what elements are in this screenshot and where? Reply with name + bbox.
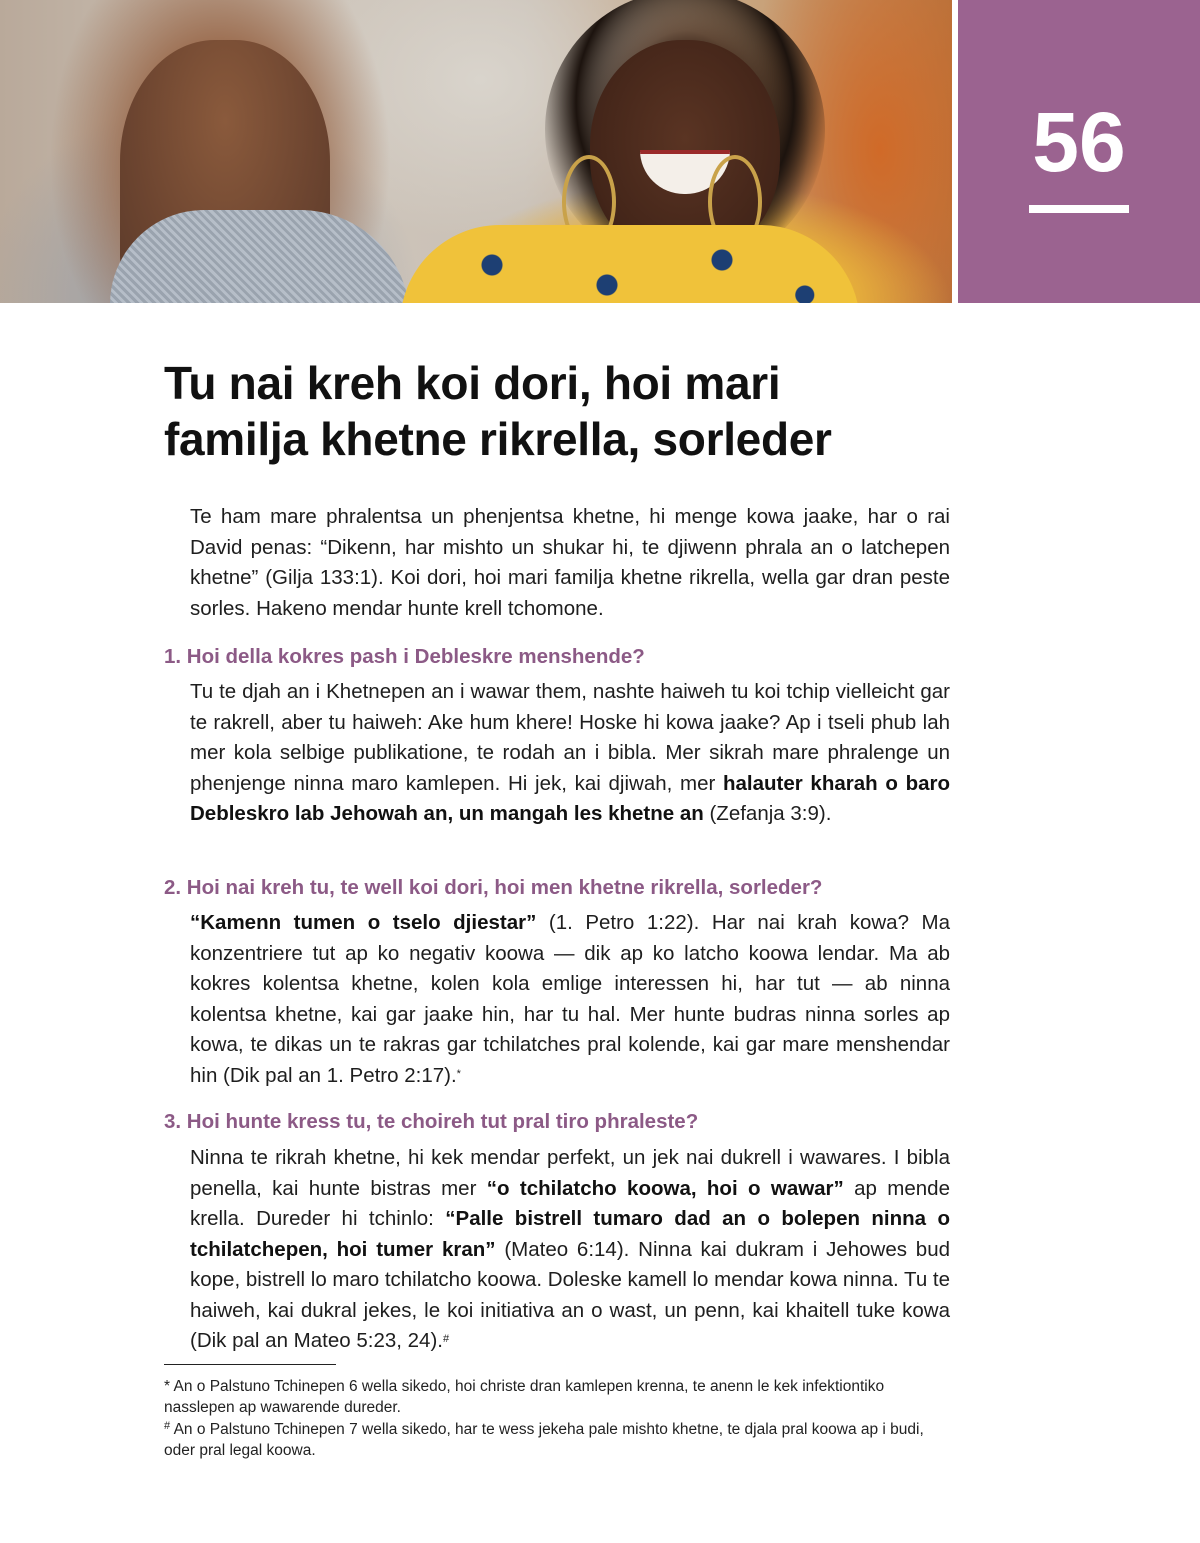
answer-1-bold: halauter kharah o baro Debleskro lab Jehowah an, un mangah les khetne an <box>190 771 950 825</box>
footnote-mark-hash[interactable]: # <box>442 1333 450 1345</box>
photo-dress <box>400 225 860 303</box>
question-3: 3. Hoi hunte kress tu, te choireh tut pral tiro phraleste? <box>164 1110 699 1133</box>
header-photo <box>0 0 952 303</box>
answer-3-text-2: ap mende krella. Dureder hi tchinlo: <box>190 1176 950 1230</box>
answer-2 <box>190 908 950 1091</box>
photo-person-left-shirt <box>110 210 410 303</box>
answer-3-bold-1: “o tchilatcho koowa, hoi o wawar” <box>486 1176 844 1200</box>
intro-paragraph: Te ham mare phralentsa un phenjentsa khetne, hi menge kowa jaake, har o rai David penas: “Dikenn, har mishto un shukar hi, te djiwenn phrala an o latchepen khetne” (Gilja 133:1). Koi dori, hoi mari familja khetne rikrella, wella gar dran peste sorles. Hakeno mendar hunte krell tchomone. <box>190 505 950 620</box>
question-2: 2. Hoi nai kreh tu, te well koi dori, hoi men khetne rikrella, sorleder? <box>164 876 823 899</box>
answer-3-text-3: (Mateo 6:14). Ninna kai dukram i Jehowes bud kope, bistrell lo maro tchilatcho koowa. Doleske kamell lo mendar kowa ninna. Tu te haiweh, kai dukral jekes, le koi initiativa an o wast, un penn, kai khaitell tuke kowa (Dik pal an Mateo 5:23, 24). <box>190 1237 951 1352</box>
answer-1 <box>190 677 950 830</box>
chapter-number: 56 <box>1032 95 1126 189</box>
footnote-1 <box>164 1376 944 1418</box>
title-line-2: familja khetne rikrella, sorleder <box>164 413 832 465</box>
answer-3-bold-2: “Palle bistrell tumaro dad an o bolepen ninna o tchilatchepen, hoi tumer kran” <box>190 1207 950 1261</box>
footnote-1-mark: * <box>164 1378 171 1395</box>
footnote-mark-star[interactable]: * <box>456 1067 461 1080</box>
footnote-2-text: An o Palstuno Tchinepen 7 wella sikedo, har te wess jekeha pale mishto khetne, te djala pral koowa ap i budi, oder pral legal koowa. <box>164 1421 924 1459</box>
title-line-1: Tu nai kreh koi dori, hoi mari <box>164 357 781 409</box>
footnote-divider <box>164 1364 336 1365</box>
footnote-2-mark: # <box>164 1420 171 1432</box>
answer-1-text: Tu te djah an i Khetnepen an i wawar them, nashte haiweh tu koi tchip vielleicht gar te rakrell, aber tu haiweh: Ake hum khere! Hoske hi kowa jaake? Ap i tseli phub lah mer kola selbige publikatione, te rodah an i bibla. Mer sikrah mare phralenge un phenjenge ninna maro kamlepen. Hi jek, kai djiwah, mer <box>190 680 950 795</box>
question-1: 1. Hoi della kokres pash i Debleskre menshende? <box>164 645 645 668</box>
answer-1-ref: (Zefanja 3:9). <box>703 802 832 825</box>
answer-2-text: (1. Petro 1:22). Har nai krah kowa? Ma konzentriere tut ap ko negativ koowa — dik ap ko latcho koowa lendar. Ma ab kokres kolentsa khetne, kolen kola emlige interessen hi, har tut — ab ninna kolentsa khetne, kai gar jaake hin, har tu hal. Mer hunte budras ninna sorles ap kowa, te dikas un te rakras gar tchilatches pral kolende, kai gar mare menshendar hin (Dik pal an 1. Petro 2:17). <box>190 911 950 1087</box>
answer-3 <box>190 1143 950 1357</box>
chapter-block <box>958 0 1200 303</box>
footnote-2 <box>164 1419 944 1461</box>
footnote-1-text: An o Palstuno Tchinepen 6 wella sikedo, hoi christe dran kamlepen krenna, te anenn le kek infektiontiko nasslepen ap wawarende dureder. <box>164 1378 885 1416</box>
chapter-rule <box>1029 205 1129 213</box>
answer-2-bold: “Kamenn tumen o tselo djiestar” <box>190 911 537 934</box>
page-title <box>164 355 964 467</box>
answer-3-text-1: Ninna te rikrah khetne, hi kek mendar perfekt, un jek nai dukrell i wawares. I bibla penella, kai hunte bistras mer <box>190 1146 950 1200</box>
